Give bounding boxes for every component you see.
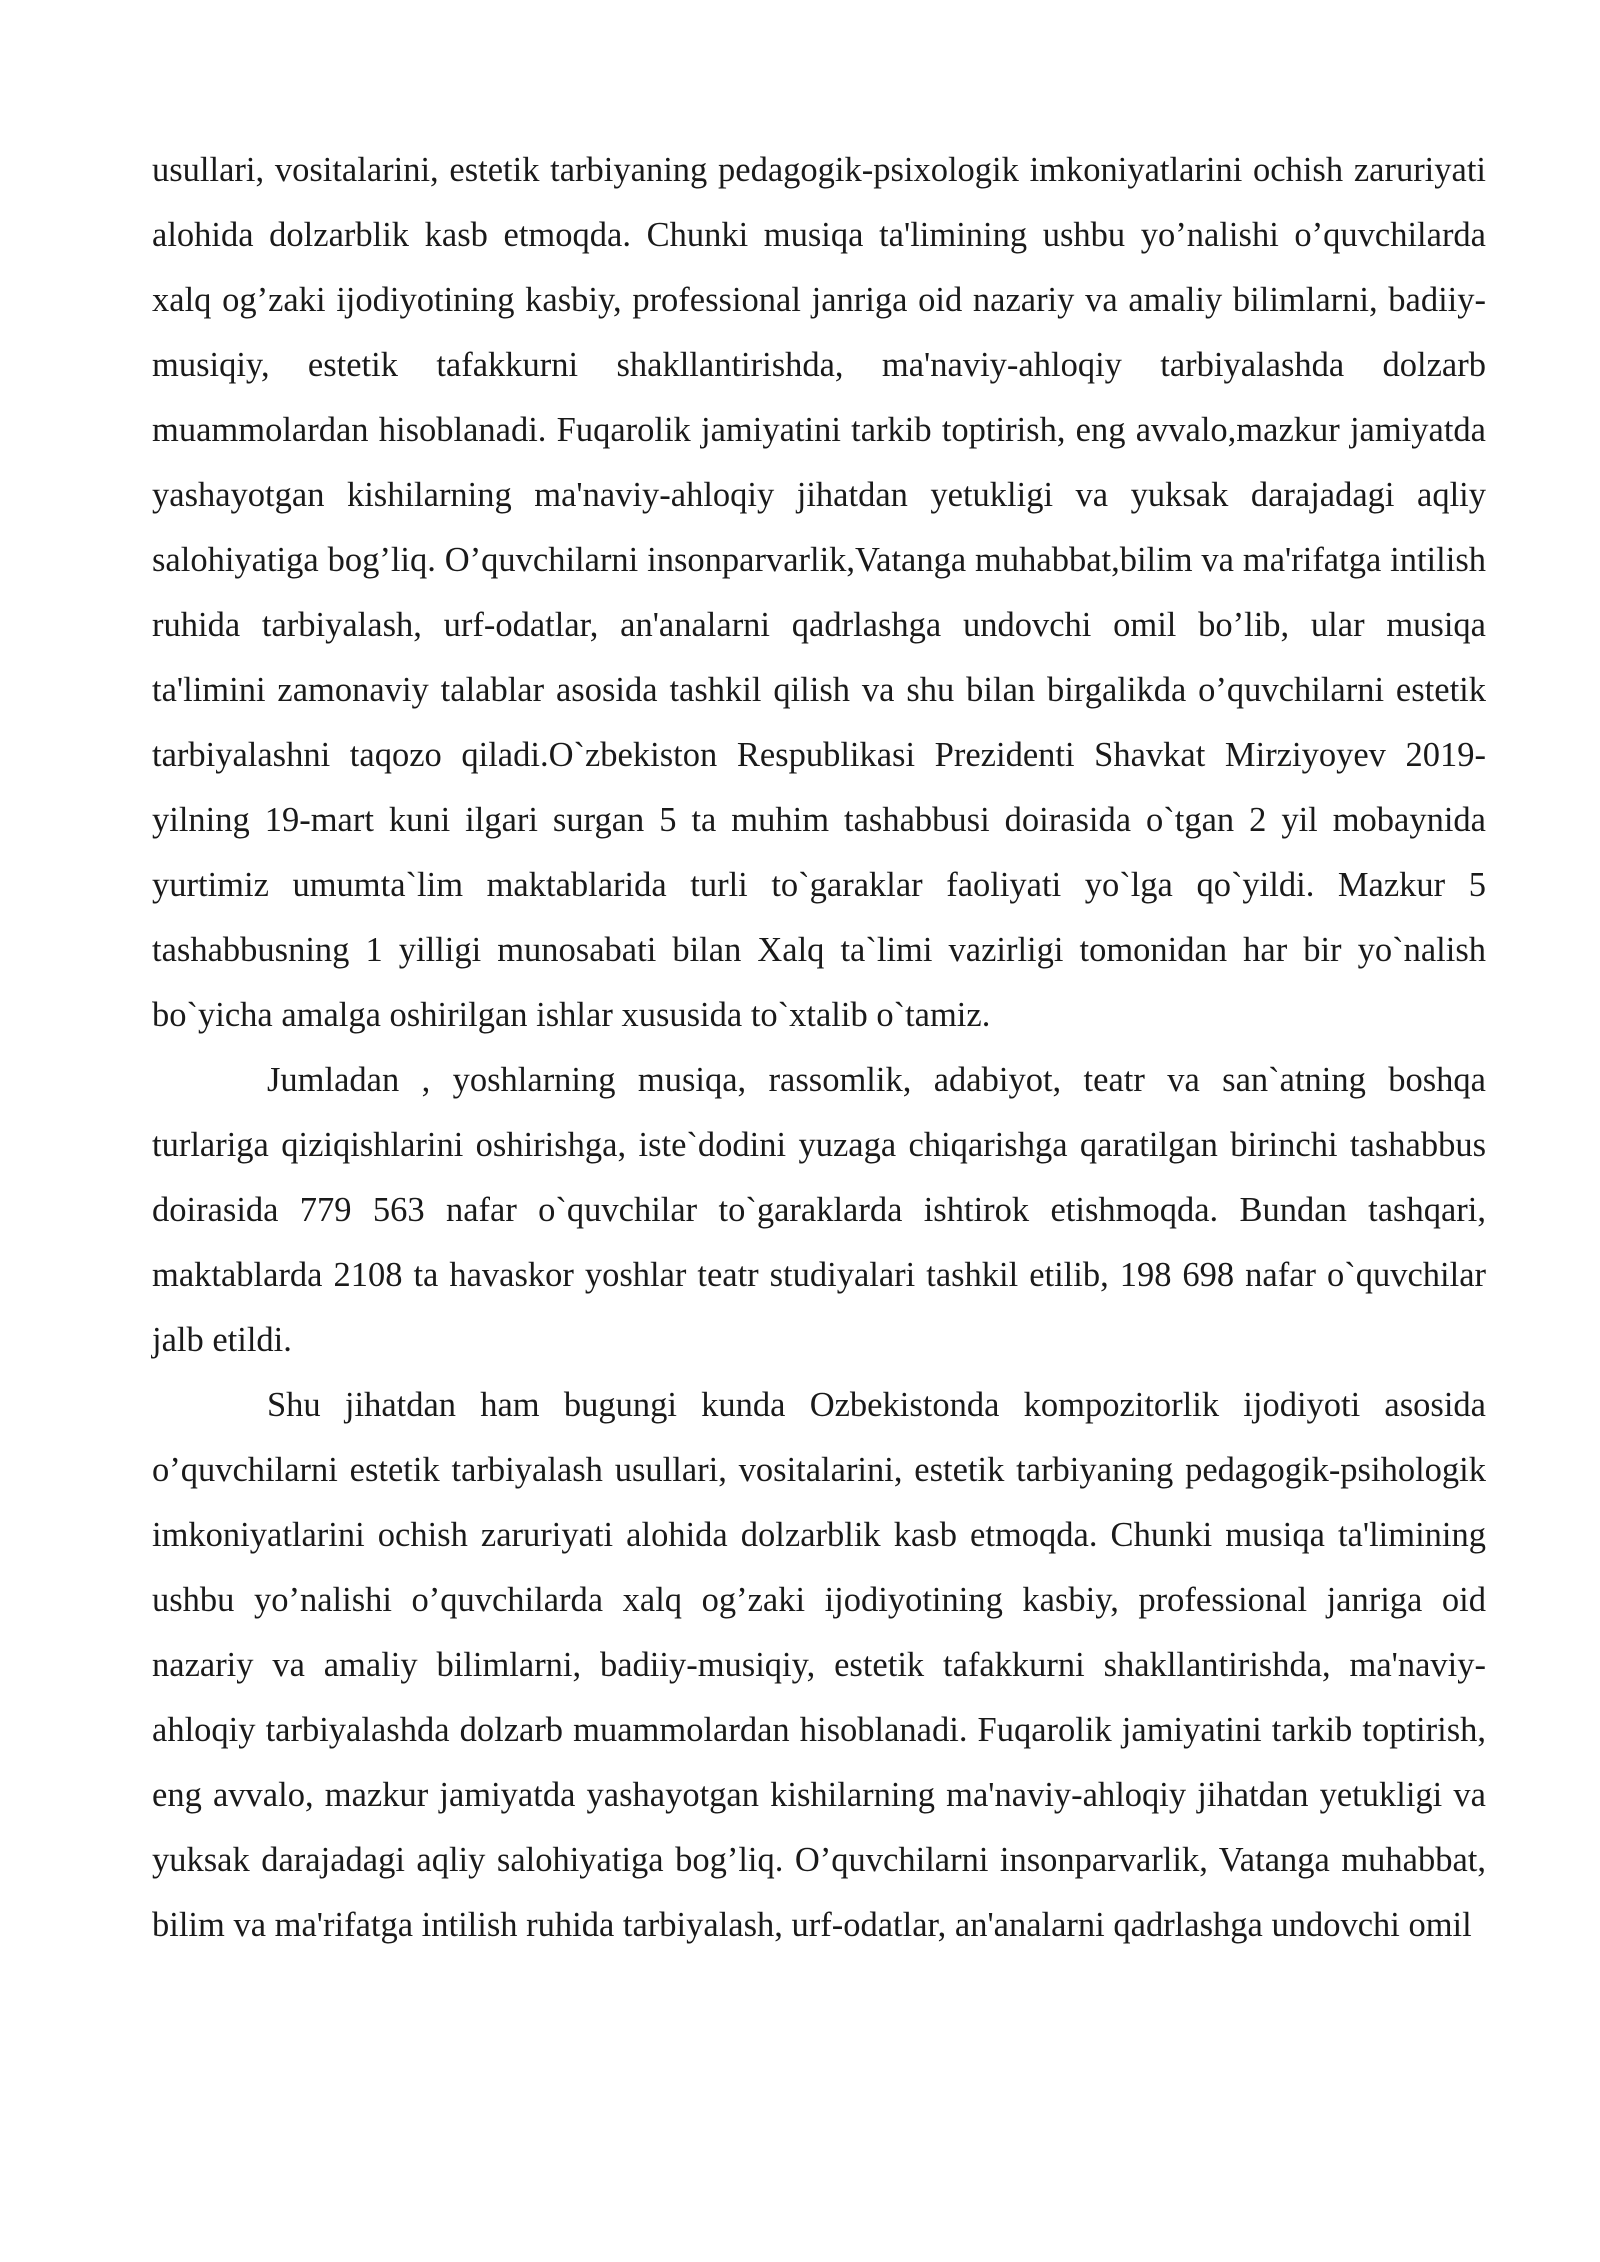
paragraph-1: usullari, vositalarini, estetik tarbiyaning pedagogik-psixologik imkoniyatlarini ochish zaruriyati alohida dolzarblik kasb etmoqda. Chunki musiqa ta'limining ushbu yo’nalishi o’quvchilarda xalq og’zaki ijodiyotining kasbiy, professional janriga oid nazariy va amaliy bilimlarni, badiiy-musiqiy, estetik tafakkurni shakllantirishda, ma'naviy-ahloqiy tarbiyalashda dolzarb muammolardan hisoblanadi. Fuqarolik jamiyatini tarkib toptirish, eng avvalo,mazkur jamiyatda yashayotgan kishilarning ma'naviy-ahloqiy jihatdan yetukligi va yuksak darajadagi aqliy salohiyatiga bog’liq. O’quvchilarni insonparvarlik,Vatanga muhabbat,bilim va ma'rifatga intilish ruhida tarbiyalash, urf-odatlar, an'analarni qadrlashga undovchi omil bo’lib, ular musiqa ta'limini zamonaviy talablar asosida tashkil qilish va shu bilan birgalikda o’quvchilarni estetik tarbiyalashni taqozo qiladi.O`zbekiston Respublikasi Prezidenti Shavkat Mirziyoyev 2019-yilning 19-mart kuni ilgari surgan 5 ta muhim tashabbusi doirasida o`tgan 2 yil mobaynida yurtimiz umumta`lim maktablarida turli to`garaklar faoliyati yo`lga qo`yildi. Mazkur 5 tashabbusning 1 yilligi munosabati bilan Xalq ta`limi vazirligi tomonidan har bir yo`nalish bo`yicha amalga oshirilgan ishlar xususida to`xtalib o`tamiz. [152,151,1486,1034]
document-body [152,138,1486,1958]
paragraph-2: Jumladan , yoshlarning musiqa, rassomlik, adabiyot, teatr va san`atning boshqa turlariga qiziqishlarini oshirishga, iste`dodini yuzaga chiqarishga qaratilgan birinchi tashabbus doirasida 779 563 nafar o`quvchilar to`garaklarda ishtirok etishmoqda. Bundan tashqari, maktablarda 2108 ta havaskor yoshlar teatr studiyalari tashkil etilib, 198 698 nafar o`quvchilar jalb etildi. [152,1061,1486,1359]
paragraph-3: Shu jihatdan ham bugungi kunda Ozbekistonda kompozitorlik ijodiyoti asosida o’quvchilarni estetik tarbiyalash usullari, vositalarini, estetik tarbiyaning pedagogik-psihologik imkoniyatlarini ochish zaruriyati alohida dolzarblik kasb etmoqda. Chunki musiqa ta'limining ushbu yo’nalishi o’quvchilarda xalq og’zaki ijodiyotining kasbiy, professional janriga oid nazariy va amaliy bilimlarni, badiiy-musiqiy, estetik tafakkurni shakllantirishda, ma'naviy-ahloqiy tarbiyalashda dolzarb muammolardan hisoblanadi. Fuqarolik jamiyatini tarkib toptirish, eng avvalo, mazkur jamiyatda yashayotgan kishilarning ma'naviy-ahloqiy jihatdan yetukligi va yuksak darajadagi aqliy salohiyatiga bog’liq. O’quvchilarni insonparvarlik, Vatanga muhabbat, bilim va ma'rifatga intilish ruhida tarbiyalash, urf-odatlar, an'analarni qadrlashga undovchi omil [152,1386,1486,1944]
